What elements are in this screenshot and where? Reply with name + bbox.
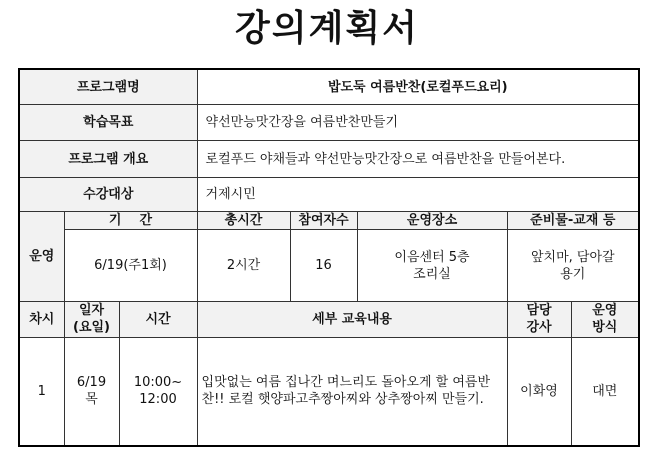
venue-value: 이음센터 5층 조리실 [357,230,507,302]
operation-values-row [19,230,639,302]
venue-header: 운영장소 [357,211,507,229]
content-value: 입맛없는 여름 집나간 며느리도 돌아오게 할 여름반찬!! 로컬 햇양파고추짱아찌와 상추짱아찌 만들기. [197,337,507,446]
document-title: 강의계획서 [235,8,419,49]
schedule-header-row [19,302,639,338]
date-header: 일자 (요일) [64,302,119,338]
materials-value: 앞치마, 담아갈 용기 [507,230,639,302]
date-value: 6/19 목 [64,337,119,446]
total-time-header: 총시간 [197,211,290,229]
operation-header-row [19,211,639,229]
period-value: 6/19(주1회) [64,230,197,302]
session-value: 1 [19,337,64,446]
learning-goal-label: 학습목표 [19,105,197,141]
target-value: 거제시민 [197,178,639,212]
target-label: 수강대상 [19,178,197,212]
participants-header: 참여자수 [290,211,357,229]
overview-value: 로컬푸드 야채들과 약선만능맛간장으로 여름반찬을 만들어본다. [197,141,639,178]
operation-label: 운영 [19,211,64,301]
total-time-value: 2시간 [197,230,290,302]
learning-goal-row [19,105,639,141]
instructor-value: 이화영 [507,337,571,446]
method-value: 대면 [571,337,639,446]
materials-header: 준비물-교재 등 [507,211,639,229]
program-name-value: 밥도둑 여름반찬(로컬푸드요리) [197,69,639,105]
time-header: 시간 [119,302,197,338]
session-header: 차시 [19,302,64,338]
overview-label: 프로그램 개요 [19,141,197,178]
lecture-plan-table [18,68,640,447]
target-row [19,178,639,212]
period-header: 기 간 [64,211,197,229]
learning-goal-value: 약선만능맛간장을 여름반찬만들기 [197,105,639,141]
schedule-row [19,337,639,446]
participants-value: 16 [290,230,357,302]
time-value: 10:00~ 12:00 [119,337,197,446]
method-header: 운영 방식 [571,302,639,338]
overview-row [19,141,639,178]
content-header: 세부 교육내용 [197,302,507,338]
program-name-row [19,69,639,105]
instructor-header: 담당 강사 [507,302,571,338]
program-name-label: 프로그램명 [19,69,197,105]
